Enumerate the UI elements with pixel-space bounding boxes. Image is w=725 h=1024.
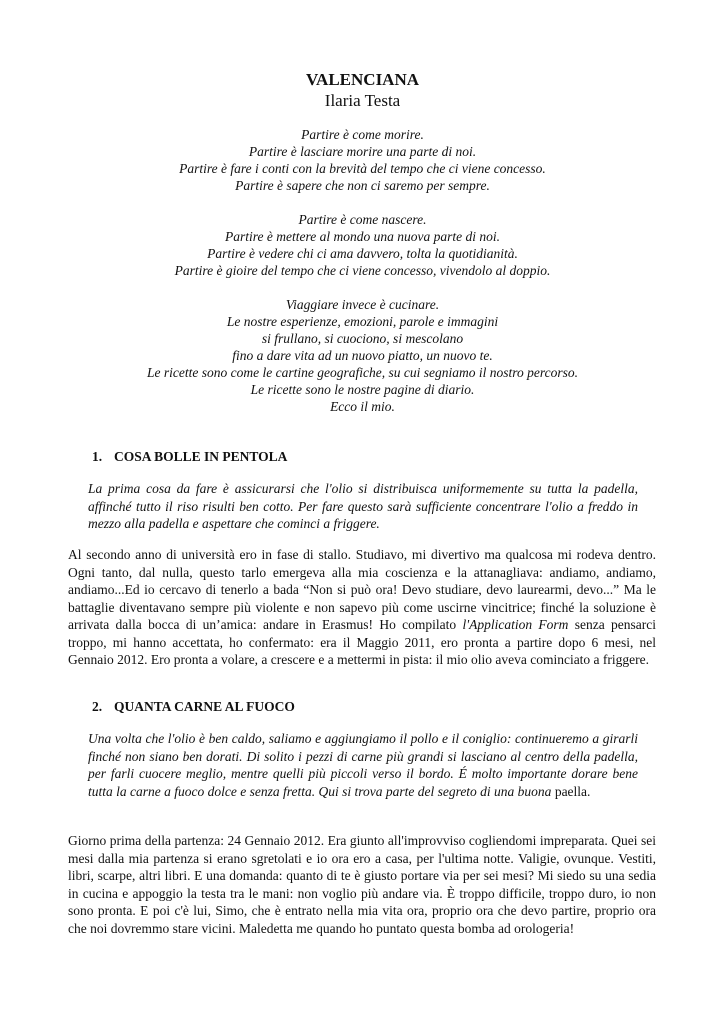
- poem-line: Le ricette sono le nostre pagine di diario.: [250, 382, 475, 397]
- poem-line: Le nostre esperienze, emozioni, parole e immagini: [226, 314, 499, 329]
- section-number: 2.: [92, 699, 103, 714]
- section-2-prose: Giorno prima della partenza: 24 Gennaio 2012. Era giunto all'improvviso cogliendomi impreparata. Quei sei mesi dalla mia partenza si erano sgretolati e io ora ero a casa, per l'ultima notte. Valigie, ovunque. Vestiti, libri, scarpe, altri libri. E una domanda: quanto di te è giusto portare via per sei mesi? Mi siedo su una sedia in cucina e appoggio la testa tra le mani: non voglio più andare via. È troppo difficile, troppo duro, io non sono pronta. E poi c'è lui, Simo, che è entrato nella mia vita ora, proprio ora che devo partire, proprio ora che noi dovremmo stare vicini. Maledetta me quando ho puntato questa bomba ad orologeria!: [68, 833, 656, 936]
- section-2-heading: [92, 698, 295, 715]
- poem-line: Partire è lasciare morire una parte di noi.: [248, 144, 477, 159]
- poem-line: Partire è sapere che non ci saremo per sempre.: [235, 178, 490, 193]
- prose-text: Al secondo anno di università ero in fase di stallo. Studiavo, mi divertivo ma qualcosa mi rodeva dentro. Ogni tanto, dal nulla, questo tarlo emergeva alla mia coscienza e la attanagliava: andiamo, andiamo, andiamo...Ed io cercavo di tenerlo a bada “Non si può ora! Devo studiare, devo laurearmi, devo...” Ma le battaglie diventavano sempre più violente e non sapevo più come uscirne vincitrice; finché la soluzione è arrivata dalla bocca di un’amica: andare in Erasmus! Ho compilato: [68, 547, 656, 632]
- poem-line: si frullano, si cuociono, si mescolano: [261, 331, 464, 346]
- prose-text: senza pensarci troppo, mi hanno accettata, ho confermato: era il Maggio 2011, ero pronta a partire dopo 6 mesi, nel Gennaio 2012. Ero pronta a volare, a crescere e a mettermi in pista: il mio olio aveva cominciato a friggere.: [68, 617, 656, 667]
- poem-line: Partire è mettere al mondo una nuova parte di noi.: [225, 229, 500, 244]
- poem-line: fino a dare vita ad un nuovo piatto, un nuovo te.: [232, 348, 493, 363]
- section-1-heading: [92, 448, 287, 465]
- section-heading-text: COSA BOLLE IN PENTOLA: [114, 449, 288, 464]
- section-number: 1.: [92, 449, 103, 464]
- poem-line: Partire è come morire.: [301, 127, 424, 142]
- recipe-text: Una volta che l'olio è ben caldo, saliamo e aggiungiamo il pollo e il coniglio: continueremo a girarli finché non siano ben dorati. Di solito i pezzi di carne più grandi si lasciano al centro della padella, per farli cuocere meglio, mentre quelli più piccoli verso il bordo. É molto importante dorare bene tutta la carne a fuoco dolce e senza fretta. Qui si trova parte del segreto di una buona: [88, 731, 638, 799]
- document-author: Ilaria Testa: [324, 91, 401, 110]
- poem-stanza-2: [0, 211, 725, 279]
- poem-line: Viaggiare invece è cucinare.: [285, 297, 440, 312]
- document-title: VALENCIANA: [305, 70, 420, 89]
- poem-line: Partire è fare i conti con la brevità del tempo che ci viene concesso.: [179, 161, 546, 176]
- poem-line: Ecco il mio.: [330, 399, 395, 414]
- poem-line: Partire è vedere chi ci ama davvero, tolta la quotidianità.: [207, 246, 518, 261]
- recipe-tail: paella.: [554, 783, 591, 799]
- poem-line: Partire è come nascere.: [298, 212, 427, 227]
- poem-line: Partire è gioire del tempo che ci viene concesso, vivendolo al doppio.: [174, 263, 551, 278]
- section-1-prose: [68, 546, 656, 669]
- section-heading-text: QUANTA CARNE AL FUOCO: [114, 699, 295, 714]
- section-2-recipe: [88, 730, 638, 800]
- poem-line: Le ricette sono come le cartine geografiche, su cui segniamo il nostro percorso.: [147, 365, 578, 380]
- section-1-recipe: La prima cosa da fare è assicurarsi che l'olio si distribuisca uniformemente su tutta la padella, affinché tutto il riso risulti ben cotto. Per fare questo sarà sufficiente concentrare l'olio a freddo in mezzo alla padella e aspettare che cominci a friggere.: [88, 481, 638, 531]
- poem-stanza-3: [0, 296, 725, 415]
- prose-emphasis: l'Application Form: [462, 617, 569, 632]
- poem-stanza-1: [0, 126, 725, 194]
